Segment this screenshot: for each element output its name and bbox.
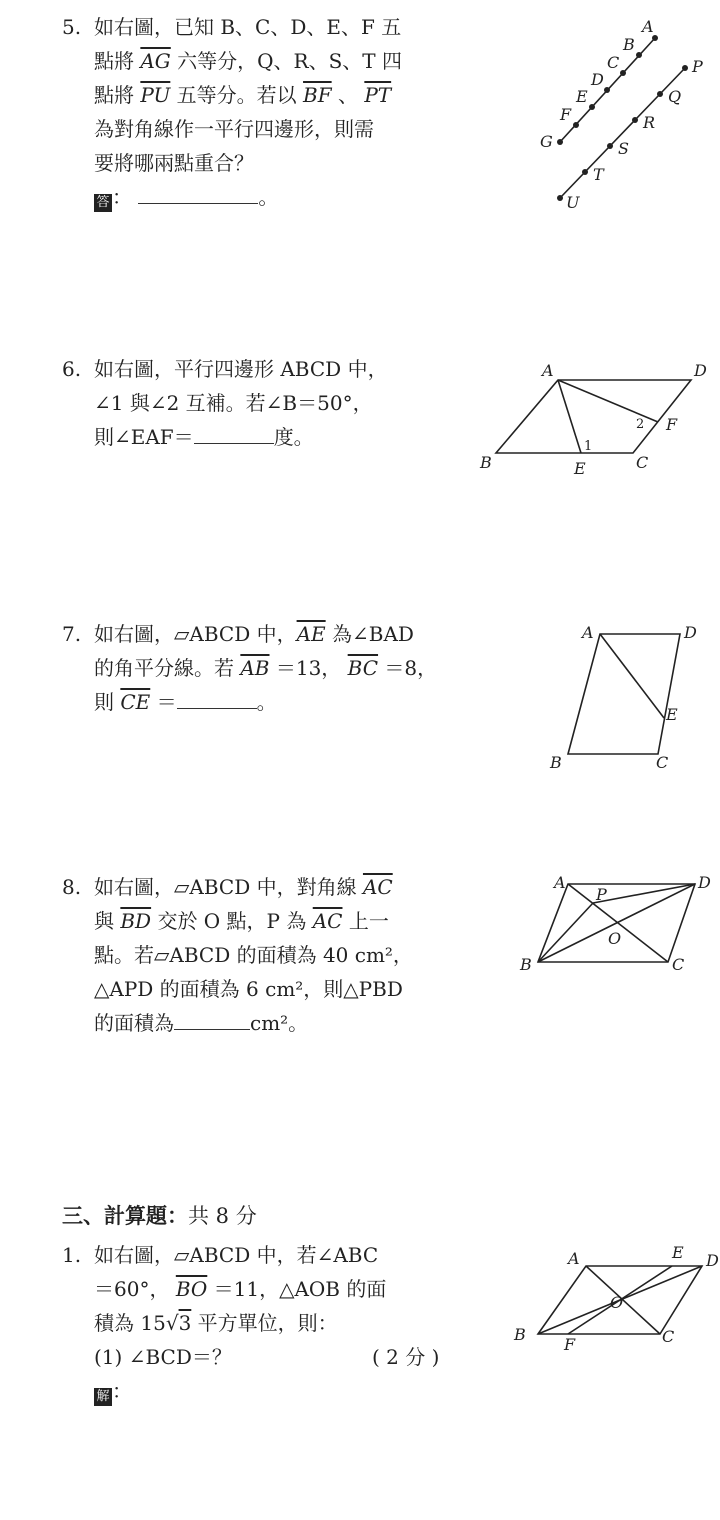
label-d: D [706, 1251, 719, 1270]
question-number: 5. [62, 15, 82, 39]
question-number: 1. [62, 1243, 82, 1267]
point-e [589, 104, 595, 110]
label-c: C [656, 753, 669, 772]
segment-ab: $\overline{AB}$ [240, 656, 270, 680]
q5-line2-pre: 點將 [94, 49, 141, 73]
section-3-title [62, 1200, 257, 1230]
c1-sub1-points: ( 2 分 ) [372, 1345, 440, 1369]
segment-ac-2: $\overline{AC}$ [312, 909, 343, 933]
segment-pd [593, 884, 695, 903]
section-3-heading: 三、計算題： [62, 1204, 188, 1228]
solution-colon: ： [112, 1379, 132, 1403]
figure-q5-segments [530, 17, 710, 212]
label-b: B [520, 955, 532, 974]
question-number: 7. [62, 622, 82, 646]
q7-line3-pre: 則 [94, 690, 121, 714]
figure-c1-parallelogram [510, 1243, 720, 1354]
label-t: T [593, 165, 604, 184]
figure-q7-parallelogram [548, 622, 718, 782]
segment-bc: $\overline{BC}$ [347, 656, 379, 680]
label-d: D [694, 361, 707, 380]
label-a: A [542, 361, 554, 380]
label-f: F [560, 105, 572, 124]
parallelogram-abcd [496, 380, 691, 453]
point-u [557, 195, 563, 201]
segment-ae: $\overline{AE}$ [296, 622, 326, 646]
label-c: C [636, 453, 649, 472]
segment-ce: $\overline{CE}$ [120, 690, 151, 714]
label-e: E [576, 87, 588, 106]
q5-line1: 如右圖，已知 B、C、D、E、F 五 [94, 15, 402, 39]
segment-bo: $\overline{BO}$ [175, 1277, 208, 1301]
calc-question-1 [62, 1238, 532, 1408]
label-d: D [684, 623, 697, 642]
q7-line2-mid: ＝13， [269, 656, 348, 680]
question-6 [62, 352, 522, 454]
segment-bf: $\overline{BF}$ [303, 83, 332, 107]
point-c [620, 70, 626, 76]
label-b: B [550, 753, 562, 772]
point-f [573, 122, 579, 128]
figure-q6-parallelogram [478, 360, 718, 485]
point-t [582, 169, 588, 175]
q8-line3: 點。若▱ABCD 的面積為 40 cm²， [94, 943, 413, 967]
q8-line5-pre: 的面積為 [94, 1011, 174, 1035]
label-q: Q [668, 87, 682, 106]
point-q [657, 91, 663, 97]
question-number: 8. [62, 875, 82, 899]
solution-icon: 解 [94, 1388, 112, 1406]
q7-line3-mid: ＝ [150, 690, 177, 714]
q6-line2: ∠1 與∠2 互補。若∠B＝50°， [94, 391, 373, 415]
q6-line3-pre: 則∠EAF＝ [94, 425, 194, 449]
label-u: U [566, 193, 580, 212]
question-7 [62, 617, 522, 719]
q5-line3-mid: 五等分。若以 [170, 83, 304, 107]
q7-line1-post: 為∠BAD [325, 622, 414, 646]
segment-bp [538, 903, 593, 962]
label-c: C [607, 53, 620, 72]
label-p: P [692, 57, 703, 76]
label-e: E [574, 459, 586, 478]
q7-line1-pre: 如右圖，▱ABCD 中， [94, 622, 297, 646]
segment-ac: $\overline{AC}$ [362, 875, 393, 899]
label-d: D [591, 70, 604, 89]
c1-line3-pre: 積為 15 [94, 1311, 166, 1335]
point-d [604, 87, 610, 93]
label-a: A [582, 623, 594, 642]
answer-blank[interactable] [138, 181, 258, 204]
q6-line3-post: 度。 [273, 425, 314, 449]
label-c: C [662, 1327, 675, 1346]
answer-icon: 答 [94, 194, 112, 212]
answer-colon: ： [112, 185, 132, 209]
label-o: O [610, 1293, 624, 1312]
sqrt-icon: √ [165, 1311, 179, 1335]
parallelogram-abcd [568, 634, 680, 754]
q8-line2-post: 上一 [342, 909, 389, 933]
question-number: 6. [62, 357, 82, 381]
q5-line2-post: 六等分，Q、R、S、T 四 [170, 49, 402, 73]
label-c: C [672, 955, 685, 974]
label-e: E [666, 705, 678, 724]
q8-line4: △APD 的面積為 6 cm²，則△PBD [94, 977, 403, 1001]
segment-pu: $\overline{PU}$ [140, 83, 171, 107]
q6-line1: 如右圖，平行四邊形 ABCD 中， [94, 357, 388, 381]
q5-line3-pre: 點將 [94, 83, 141, 107]
label-a: A [554, 873, 566, 892]
point-r [632, 117, 638, 123]
label-b: B [514, 1325, 526, 1344]
q8-line1-pre: 如右圖，▱ABCD 中，對角線 [94, 875, 363, 899]
radicand: 3 [178, 1311, 192, 1335]
answer-blank[interactable] [177, 686, 257, 709]
label-a: A [568, 1249, 580, 1268]
point-b [636, 52, 642, 58]
figure-q8-parallelogram [518, 872, 718, 972]
label-s: S [618, 139, 629, 158]
c1-sub1: (1) ∠BCD＝？ [94, 1345, 232, 1369]
q8-line2-mid: 交於 O 點，P 為 [151, 909, 313, 933]
q8-line2-pre: 與 [94, 909, 121, 933]
question-8 [62, 870, 522, 1040]
angle-1-label: 1 [584, 439, 593, 454]
c1-line2-post: ＝11，△AOB 的面 [207, 1277, 387, 1301]
label-a: A [642, 17, 654, 36]
c1-line3-post: 平方單位，則： [191, 1311, 338, 1335]
label-f: F [666, 415, 678, 434]
answer-end: 。 [258, 185, 279, 209]
bisector-ae [600, 634, 664, 718]
segment-bd: $\overline{BD}$ [120, 909, 152, 933]
label-o: O [608, 929, 622, 948]
q7-line2-pre: 的角平分線。若 [94, 656, 241, 680]
q7-line3-end: 。 [256, 690, 277, 714]
label-f: F [564, 1335, 576, 1354]
label-d: D [698, 873, 711, 892]
q5-line4: 為對角線作一平行四邊形，則需 [94, 117, 374, 141]
c1-line2-pre: ＝60°， [94, 1277, 176, 1301]
answer-blank[interactable] [174, 1007, 250, 1030]
q5-line3-sep: 、 [331, 83, 365, 107]
section-3-points: 共 8 分 [188, 1204, 257, 1228]
q8-line5-post: cm²。 [250, 1011, 309, 1035]
point-g [557, 139, 563, 145]
point-s [607, 143, 613, 149]
segment-af [558, 380, 658, 422]
label-b: B [480, 453, 492, 472]
label-r: R [643, 113, 656, 132]
segment-pt: $\overline{PT}$ [364, 83, 392, 107]
answer-blank[interactable] [194, 421, 274, 444]
label-p: P [596, 885, 607, 904]
q7-line2-post: ＝8， [378, 656, 438, 680]
angle-2-label: 2 [636, 417, 645, 432]
c1-line1: 如右圖，▱ABCD 中，若∠ABC [94, 1243, 379, 1267]
label-e: E [672, 1243, 684, 1262]
question-5 [62, 10, 522, 214]
label-g: G [540, 132, 553, 151]
segment-ae [558, 380, 581, 453]
point-p [682, 65, 688, 71]
label-b: B [623, 35, 635, 54]
segment-ag: $\overline{AG}$ [140, 49, 171, 73]
q5-line5: 要將哪兩點重合？ [94, 151, 254, 175]
